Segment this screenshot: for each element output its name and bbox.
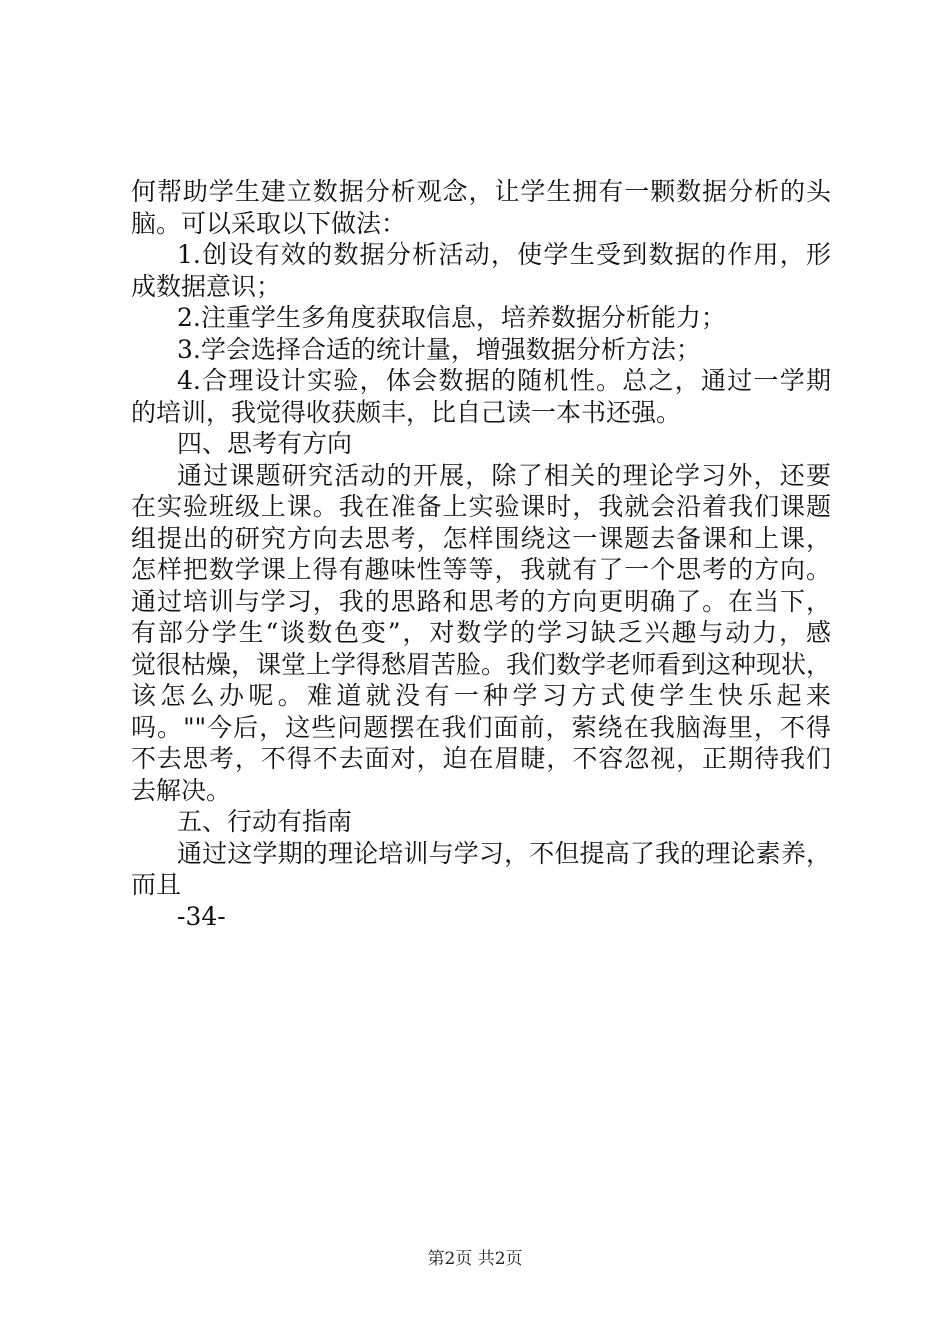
text-line: 脑。可以采取以下做法： [131, 208, 407, 238]
page-count-label: 第2页 共2页 [427, 1249, 523, 1269]
document-body [131, 176, 831, 932]
text-line: 在实验班级上课。我在准备上实验课时，我就会沿着我们课题 [131, 492, 831, 521]
text-line: 觉很枯燥，课堂上学得愁眉苦脸。我们数学老师看到这种现状， [131, 649, 832, 679]
text-line: 有部分学生“谈数色变”，对数学的学习缺乏兴趣与动力，感 [131, 618, 831, 647]
section-heading: 五、行动有指南 [177, 807, 353, 836]
list-item: 4.合理设计实验，体会数据的随机性。总之，通过一学期 [177, 366, 831, 395]
list-item: 1.创设有效的数据分析活动，使学生受到数据的作用，形 [177, 240, 831, 269]
page-footer [0, 1244, 950, 1269]
text-line: 何帮助学生建立数据分析观念，让学生拥有一颗数据分析的头 [131, 177, 831, 206]
text-line: 组提出的研究方向去思考，怎样围绕这一课题去备课和上课， [131, 523, 831, 553]
text-line: 去解决。 [131, 775, 232, 805]
text-line: 通过这学期的理论培训与学习，不但提高了我的理论素养， [177, 838, 831, 868]
text-line: 通过课题研究活动的开展，除了相关的理论学习外，还要 [177, 460, 831, 490]
page-number-inline: -34- [177, 901, 226, 931]
text-line: 吗。""今后，这些问题摆在我们面前，萦绕在我脑海里，不得 [131, 712, 831, 742]
text-line: 怎样把数学课上得有趣味性等等，我就有了一个思考的方向。 [131, 555, 831, 584]
text-line: 通过培训与学习，我的思路和思考的方向更明确了。在当下， [131, 586, 831, 616]
text-line: 的培训，我觉得收获颇丰，比自己读一本书还强。 [131, 397, 682, 427]
section-heading: 四、思考有方向 [177, 429, 353, 458]
text-line: 该怎么办呢。难道就没有一种学习方式使学生快乐起来 [131, 681, 831, 710]
text-line: 成数据意识； [131, 271, 282, 301]
list-item: 3.学会选择合适的统计量，增强数据分析方法； [177, 334, 701, 364]
text-line: 而且 [131, 870, 182, 899]
list-item: 2.注重学生多角度获取信息，培养数据分析能力； [177, 303, 726, 332]
text-line: 不去思考，不得不去面对，迫在眉睫，不容忽视，正期待我们 [131, 744, 831, 773]
